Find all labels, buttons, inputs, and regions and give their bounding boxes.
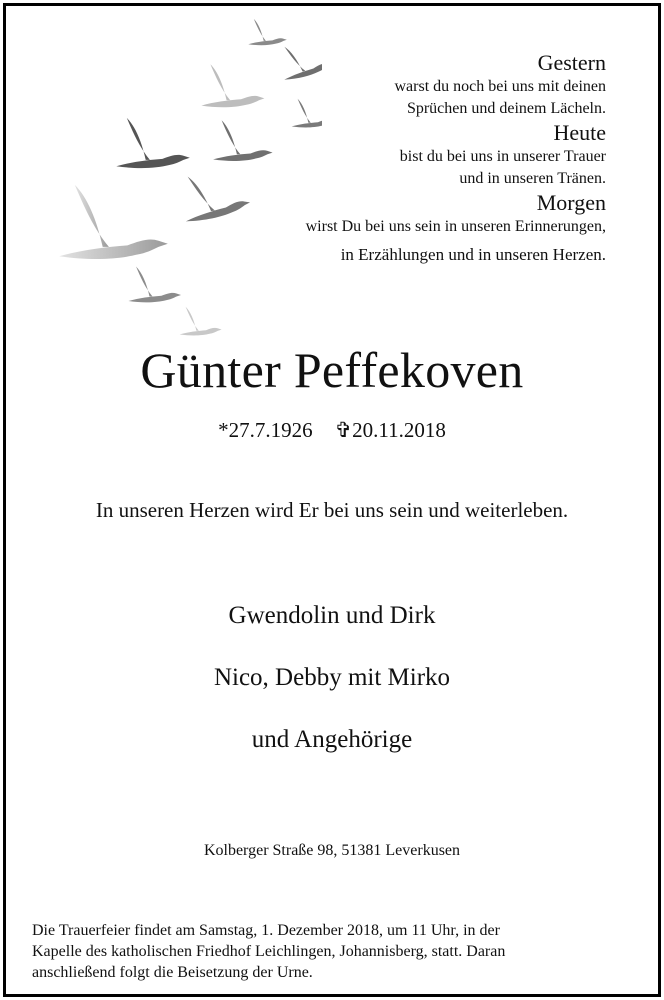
goose-shape	[59, 185, 167, 259]
poem-line: Sprüchen und deinem Lächeln.	[406, 100, 606, 117]
mourner-line: Gwendolin und Dirk	[228, 602, 436, 629]
mourner-line: Nico, Debby mit Mirko	[213, 664, 451, 691]
life-dates	[6, 418, 658, 443]
notice-line: Die Trauerfeier findet am Samstag, 1. Dezember 2018, um 11 Uhr, in der	[32, 922, 500, 939]
notice-line: Kapelle des katholischen Friedhof Leichlingen, Johannisberg, statt. Daran	[32, 943, 506, 960]
poem-heading-gestern: Gestern	[537, 50, 606, 75]
deceased-name: Günter Peffekoven	[140, 342, 524, 398]
poem-heading-heute: Heute	[553, 120, 606, 145]
goose-shape	[213, 120, 273, 161]
goose-shape	[116, 118, 190, 168]
birth-date: *27.7.1926	[218, 418, 313, 442]
obituary-card	[3, 3, 661, 997]
poem-line: und in unseren Tränen.	[459, 170, 606, 187]
goose-shape	[248, 19, 286, 45]
poem-heading-morgen: Morgen	[536, 190, 606, 215]
poem-line: wirst Du bei uns sein in unseren Erinnerungen,	[305, 218, 606, 235]
poem-line: bist du bei uns in unserer Trauer	[399, 148, 606, 165]
poem	[306, 50, 606, 272]
address: Kolberger Straße 98, 51381 Leverkusen	[203, 842, 461, 859]
goose-shape	[180, 307, 222, 336]
mourner-line: und Angehörige	[251, 726, 413, 753]
poem-line: warst du noch bei uns mit deinen	[394, 78, 606, 95]
goose-shape	[178, 167, 251, 223]
poem-line: in Erzählungen und in unseren Herzen.	[340, 245, 606, 264]
funeral-notice	[32, 920, 632, 983]
flying-geese-icon	[42, 14, 322, 344]
notice-line: anschließend folgt die Beisetzung der Urne.	[32, 964, 313, 981]
goose-shape	[129, 267, 182, 303]
goose-shape	[201, 64, 264, 107]
motto: In unseren Herzen wird Er bei uns sein und weiterleben.	[95, 498, 569, 522]
death-date: ✞20.11.2018	[334, 418, 446, 442]
